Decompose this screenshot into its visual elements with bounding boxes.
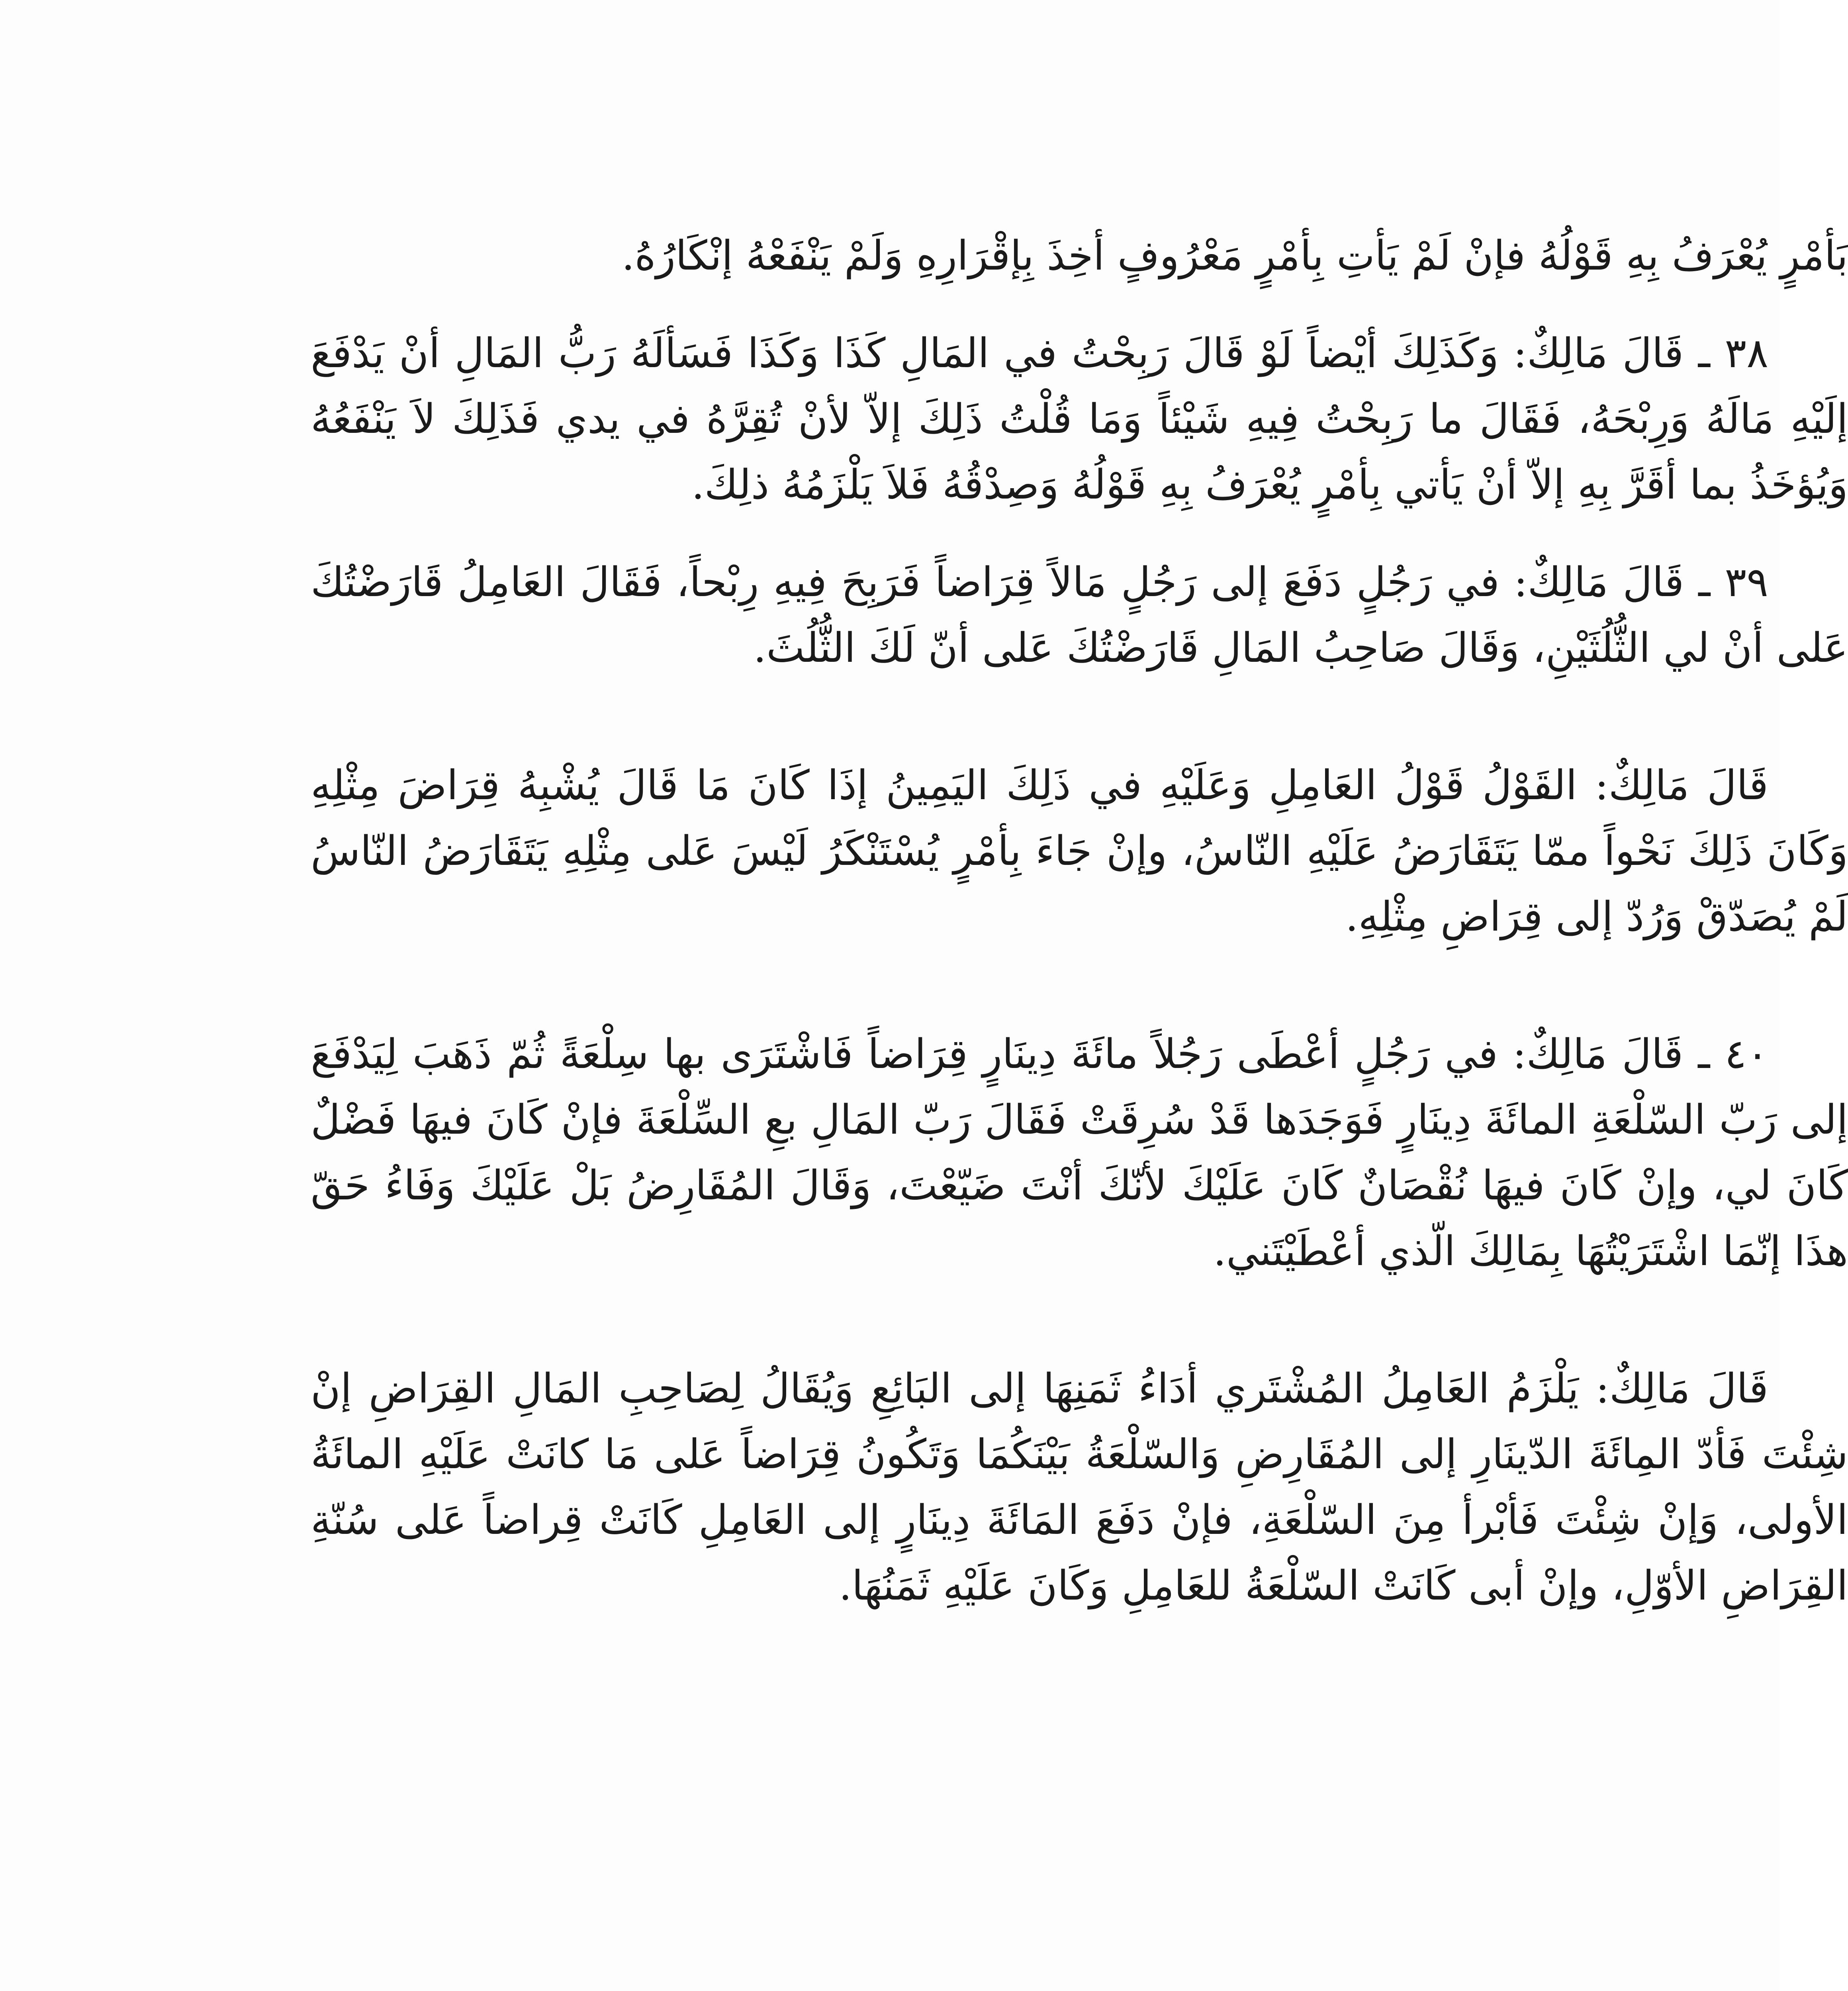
paragraph-40: ٤٠ ـ قَالَ مَالِكٌ: في رَجُلٍ أعْطَى رَجُلاً مائَةَ دِينَارٍ قِرَاضاً فَاشْتَرَى بها سِلْعَةً ثُمّ ذَهَبَ لِيَدْفَعَ إلى رَبّ السّلْعَةِ المائَةَ دِينَارٍ فَوَجَدَها قَدْ سُرِقَتْ فَقَالَ رَبّ المَالِ بعِ السِّلْعَةَ فإنْ كَانَ فيهَا فَضْلٌ كَانَ لي، وإنْ كَانَ فيهَا نُقْصَانٌ كَانَ عَلَيْكَ لأنّكَ أنْتَ ضَيّعْتَ، وَقَالَ المُقَارِضُ بَلْ عَلَيْكَ وَفَاءُ حَقّ هذَا إنّمَا اشْتَرَيْتُهَا بِمَالِكَ الّذي أعْطَيْتَني. [311,1031,1848,1275]
body-text [311,223,1848,1651]
paragraph-40-ruling: قَالَ مَالِكٌ: يَلْزَمُ العَامِلُ المُشْتَري أدَاءُ ثَمَنِهَا إلى البَائِعِ وَيُقَالُ لِصَاحِبِ المَالِ القِرَاضِ إنْ شِئْتَ فَأدّ المِائَةَ الدّينَارِ إلى المُقَارِضِ وَالسّلْعَةُ بَيْنَكُمَا وَتَكُونُ قِرَاضاً عَلى مَا كانَتْ عَلَيْهِ المائَةُ الأولى، وَإنْ شِئْتَ فَأبْرأ مِنَ السّلْعَةِ، فإنْ دَفَعَ المَائَةَ دِينَارٍ إلى العَامِلِ كَانَتْ قِراضاً عَلى سُنّةِ القِرَاضِ الأوّلِ، وإنْ أبى كَانَتْ السّلْعَةُ للعَامِلِ وَكَانَ عَلَيْهِ ثَمَنُهَا. [311,1365,1848,1610]
paragraph-39: ٣٩ ـ قَالَ مَالِكٌ: في رَجُلٍ دَفَعَ إلى رَجُلٍ مَالاً قِرَاضاً فَرَبِحَ فِيهِ رِبْحاً، فَقَالَ العَامِلُ قَارَضْتُكَ عَلى أنْ لي الثُّلُثَيْنِ، وَقَالَ صَاحِبُ المَالِ قَارَضْتُكَ عَلى أنّ لَكَ الثُّلُثَ. [311,559,1848,672]
paragraph-continuation: بَأمْرٍ يُعْرَفُ بِهِ قَوْلُهُ فإنْ لَمْ يَأتِ بِأمْرٍ مَعْرُوفٍ أخِذَ بِإقْرَارِهِ وَلَمْ يَنْفَعْهُ إنْكَارُهُ. [621,232,1848,280]
paragraph-38: ٣٨ ـ قَالَ مَالِكٌ: وَكَذَلِكَ أيْضاً لَوْ قَالَ رَبِحْتُ في المَالِ كَذَا وَكَذَا فَسَألَهُ رَبُّ المَالِ أنْ يَدْفَعَ إلَيْهِ مَالَهُ وَرِبْحَهُ، فَقَالَ ما رَبِحْتُ فِيهِ شَيْئاً وَمَا قُلْتُ ذَلِكَ إلاّ لأنْ تُقِرَّهُ في يدي فَذَلِكَ لاَ يَنْفَعُهُ وَيُؤخَذُ بما أقَرَّ بِهِ إلاّ أنْ يَأتي بِأمْرٍ يُعْرَفُ بِهِ قَوْلُهُ وَصِدْقُهُ فَلاَ يَلْزَمُهُ ذلِكَ. [311,330,1848,509]
paragraph-39-ruling: قَالَ مَالِكٌ: القَوْلُ قَوْلُ العَامِلِ وَعَلَيْهِ في ذَلِكَ اليَمِينُ إذَا كَانَ مَا قَالَ يُشْبِهُ قِرَاضَ مِثْلِهِ وَكَانَ ذَلِكَ نَحْواً ممّا يَتَقَارَضُ عَلَيْهِ النّاسُ، وإنْ جَاءَ بِأمْرٍ يُسْتَنْكَرُ لَيْسَ عَلى مِثْلِهِ يَتَقَارَضُ النّاسُ لَمْ يُصَدّقْ وَرُدّ إلى قِرَاضِ مِثْلِهِ. [311,762,1848,941]
